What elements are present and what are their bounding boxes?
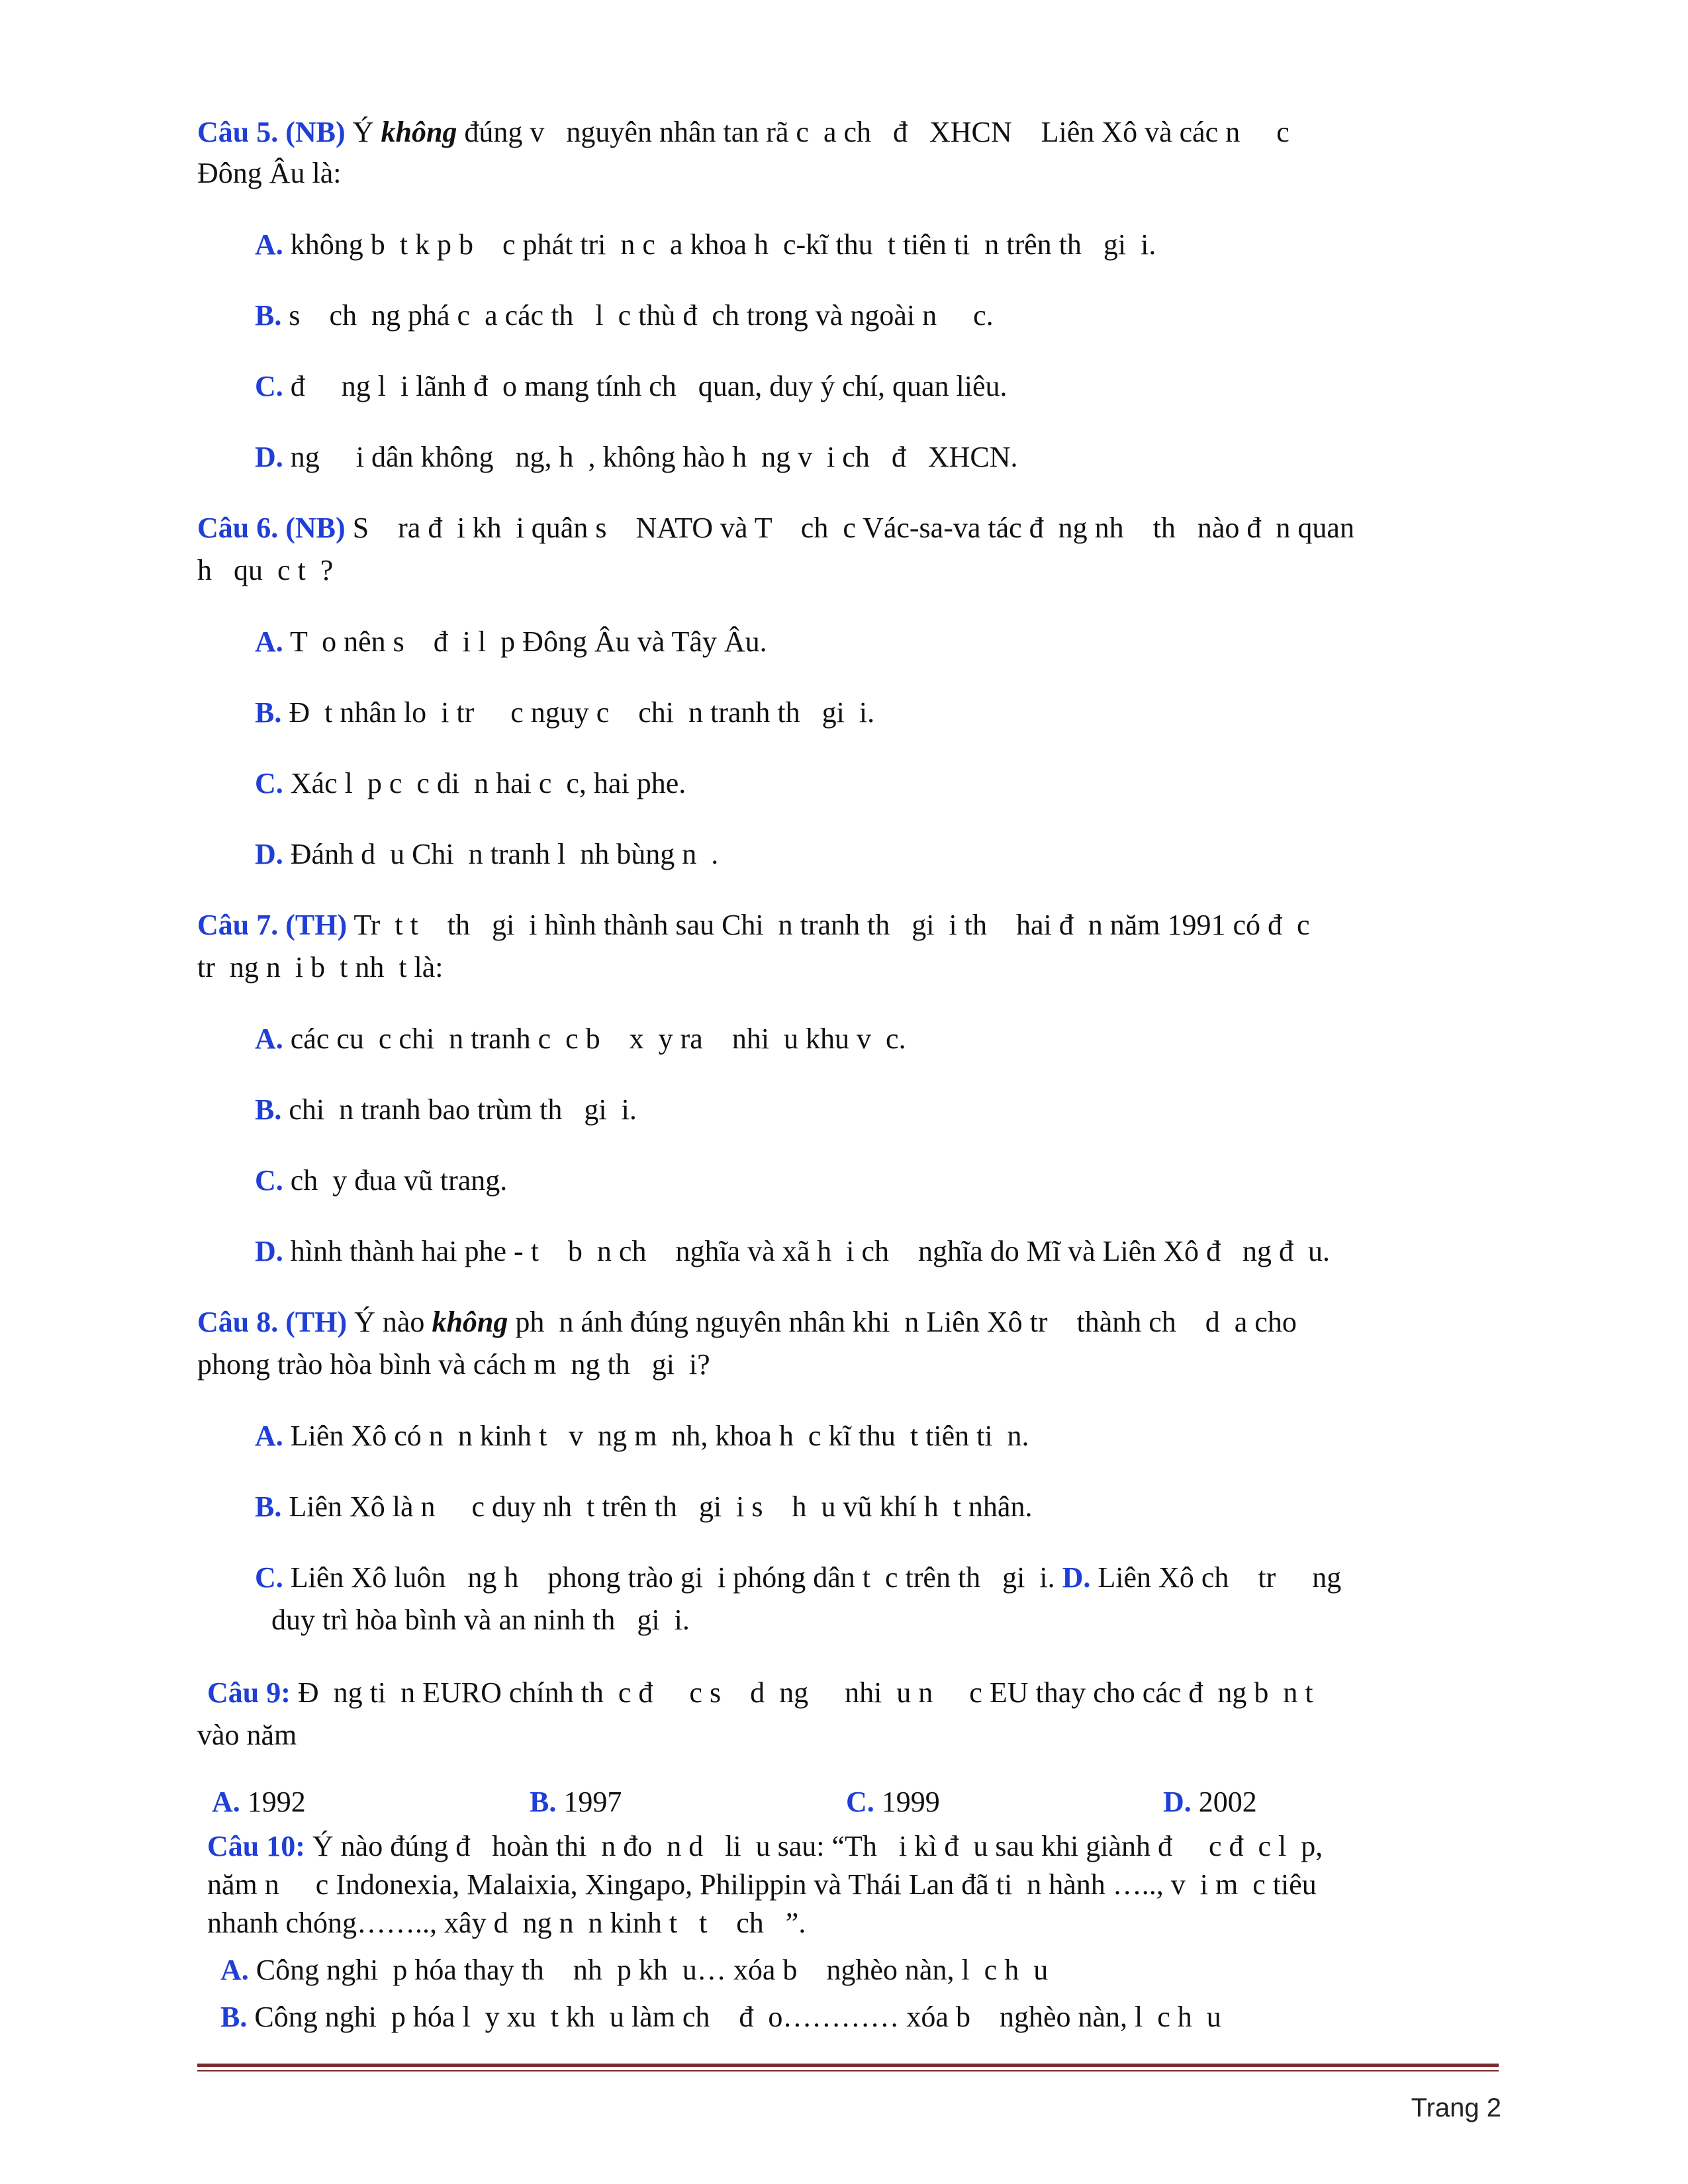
option-label: C.: [846, 1786, 874, 1818]
q5-option-a[interactable]: [255, 225, 1156, 265]
page-number: Trang 2: [1411, 2093, 1501, 2122]
q8-option-d[interactable]: [1062, 1561, 1342, 1594]
option-label: B.: [530, 1786, 557, 1818]
q8-text-b: ph n ánh đúng nguyên nhân khi n Liên Xô tr thành ch d a cho: [508, 1306, 1297, 1338]
q7-label: Câu 7. (TH): [197, 909, 348, 941]
q8-stem: [197, 1302, 1297, 1342]
option-text: Liên Xô ch tr ng: [1090, 1561, 1342, 1594]
option-text: Liên Xô có n n kinh t v ng m nh, khoa h c kĩ thu t tiên ti n.: [283, 1420, 1029, 1452]
q8-option-b[interactable]: [255, 1487, 1032, 1527]
option-label: C.: [255, 1561, 283, 1594]
option-label: D.: [255, 441, 283, 473]
q9-label: Câu 9:: [207, 1676, 291, 1709]
q9-option-a[interactable]: [212, 1782, 306, 1822]
option-text: Đánh d u Chi n tranh l nh bùng n .: [283, 838, 719, 870]
option-text: chi n tranh bao trùm th gi i.: [281, 1093, 637, 1126]
option-text: các cu c chi n tranh c c b x y ra nhi u khu v c.: [283, 1023, 906, 1055]
option-label: C.: [255, 767, 283, 799]
footer-rule-thin: [197, 2070, 1499, 2071]
option-text: 2002: [1191, 1786, 1257, 1818]
q6-option-b[interactable]: [255, 693, 874, 733]
option-text: ch y đua vũ trang.: [283, 1164, 508, 1197]
option-text: Xác l p c c di n hai c c, hai phe.: [283, 767, 686, 799]
q8-label: Câu 8. (TH): [197, 1306, 348, 1338]
q6-option-c[interactable]: [255, 764, 686, 803]
option-text: 1997: [556, 1786, 622, 1818]
q5-option-b[interactable]: [255, 296, 994, 336]
q5-label: Câu 5. (NB): [197, 116, 346, 148]
q5-option-d[interactable]: [255, 437, 1018, 477]
q8-emphasis: không: [432, 1306, 508, 1338]
option-label: D.: [1062, 1561, 1091, 1594]
option-label: A.: [255, 625, 283, 658]
option-label: D.: [255, 1235, 283, 1267]
q6-stem-line2: h qu c t ?: [197, 554, 334, 586]
q7-option-b[interactable]: [255, 1090, 637, 1130]
option-label: A.: [255, 228, 283, 261]
q10-option-b[interactable]: [220, 1997, 1221, 2037]
option-text: đ ng l i lãnh đ o mang tính ch quan, duy ý chí, quan liêu.: [283, 370, 1008, 402]
q8-option-d-line2: duy trì hòa bình và an ninh th gi i.: [271, 1604, 690, 1636]
option-text: Liên Xô là n c duy nh t trên th gi i s h u vũ khí h t nhân.: [281, 1490, 1033, 1523]
option-text: Đ t nhân lo i tr c nguy c chi n tranh th gi i.: [281, 696, 875, 729]
q8-stem-line2: phong trào hòa bình và cách m ng th gi i?: [197, 1348, 710, 1381]
option-label: B.: [255, 299, 282, 332]
q9-stem: [207, 1673, 1313, 1713]
q6-text: S ra đ i kh i quân s NATO và T ch c Vác-sa-va tác đ ng nh th nào đ n quan: [345, 512, 1354, 544]
option-text: Công nghi p hóa l y xu t kh u làm ch đ o………… xóa b nghèo nàn, l c h u: [247, 2001, 1221, 2033]
option-text: hình thành hai phe - t b n ch nghĩa và xã h i ch nghĩa do Mĩ và Liên Xô đ ng đ u.: [283, 1235, 1331, 1267]
option-text: Liên Xô luôn ng h phong trào gi i phóng dân t c trên th gi i.: [283, 1561, 1062, 1594]
q10-label: Câu 10:: [207, 1830, 305, 1862]
option-label: C.: [255, 370, 283, 402]
q6-option-d[interactable]: [255, 835, 718, 874]
q10-text: Ý nào đúng đ hoàn thi n đo n d li u sau: “Th i kì đ u sau khi giành đ c đ c l p,: [305, 1830, 1323, 1862]
option-text: Công nghi p hóa thay th nh p kh u… xóa b nghèo nàn, l c h u: [248, 1954, 1049, 1986]
q5-stem: [197, 113, 1289, 152]
option-text: 1999: [874, 1786, 940, 1818]
q7-stem-line2: tr ng n i b t nh t là:: [197, 951, 444, 983]
q9-stem-line2: vào năm: [197, 1719, 297, 1751]
option-label: A.: [212, 1786, 240, 1818]
q10-stem-line2: năm n c Indonexia, Malaixia, Xingapo, Philippin và Thái Lan đã ti n hành ….., v i m c tiêu: [207, 1868, 1317, 1901]
q6-option-a[interactable]: [255, 622, 767, 662]
q6-label: Câu 6. (NB): [197, 512, 346, 544]
option-text: s ch ng phá c a các th l c thù đ ch trong và ngoài n c.: [281, 299, 994, 332]
q9-option-c[interactable]: [846, 1782, 940, 1822]
q10-stem-line3: nhanh chóng…….., xây d ng n n kinh t t ch ”.: [207, 1907, 806, 1939]
option-label: D.: [255, 838, 283, 870]
q10-option-a[interactable]: [220, 1950, 1048, 1990]
q5-text-b: đúng v nguyên nhân tan rã c a ch đ XHCN Liên Xô và các n c: [457, 116, 1289, 148]
q8-option-a[interactable]: [255, 1416, 1029, 1456]
q9-text: Đ ng ti n EURO chính th c đ c s d ng nhi u n c EU thay cho các đ ng b n t: [290, 1676, 1313, 1709]
q7-option-d[interactable]: [255, 1232, 1330, 1271]
option-label: A.: [255, 1023, 283, 1055]
q5-option-c[interactable]: [255, 367, 1008, 406]
q6-stem: [197, 508, 1354, 548]
q5-emphasis: không: [381, 116, 457, 148]
q8-option-c-d-row: [255, 1558, 1341, 1598]
option-label: A.: [220, 1954, 249, 1986]
q7-text: Tr t t th gi i hình thành sau Chi n tranh th gi i th hai đ n năm 1991 có đ c: [347, 909, 1310, 941]
option-label: D.: [1163, 1786, 1192, 1818]
q8-option-c[interactable]: [255, 1561, 1062, 1594]
q9-option-b[interactable]: [530, 1782, 622, 1822]
option-label: B.: [255, 696, 282, 729]
q7-option-c[interactable]: [255, 1161, 507, 1201]
option-text: 1992: [240, 1786, 306, 1818]
option-label: B.: [255, 1490, 282, 1523]
q5-text-a: Ý: [345, 116, 381, 148]
option-text: không b t k p b c phát tri n c a khoa h c-kĩ thu t tiên ti n trên th gi i.: [283, 228, 1156, 261]
q7-option-a[interactable]: [255, 1019, 906, 1059]
option-label: B.: [220, 2001, 248, 2033]
option-text: ng i dân không ng, h , không hào h ng v i ch đ XHCN.: [283, 441, 1018, 473]
footer-rule-thick: [197, 2064, 1499, 2067]
option-label: B.: [255, 1093, 282, 1126]
q5-stem-line2: Đông Âu là:: [197, 157, 342, 189]
q7-stem: [197, 905, 1310, 945]
q10-stem: [207, 1827, 1323, 1866]
q9-option-d[interactable]: [1163, 1782, 1257, 1822]
option-text: T o nên s đ i l p Đông Âu và Tây Âu.: [283, 625, 767, 658]
option-label: A.: [255, 1420, 283, 1452]
option-label: C.: [255, 1164, 283, 1197]
q8-text-a: Ý nào: [347, 1306, 432, 1338]
